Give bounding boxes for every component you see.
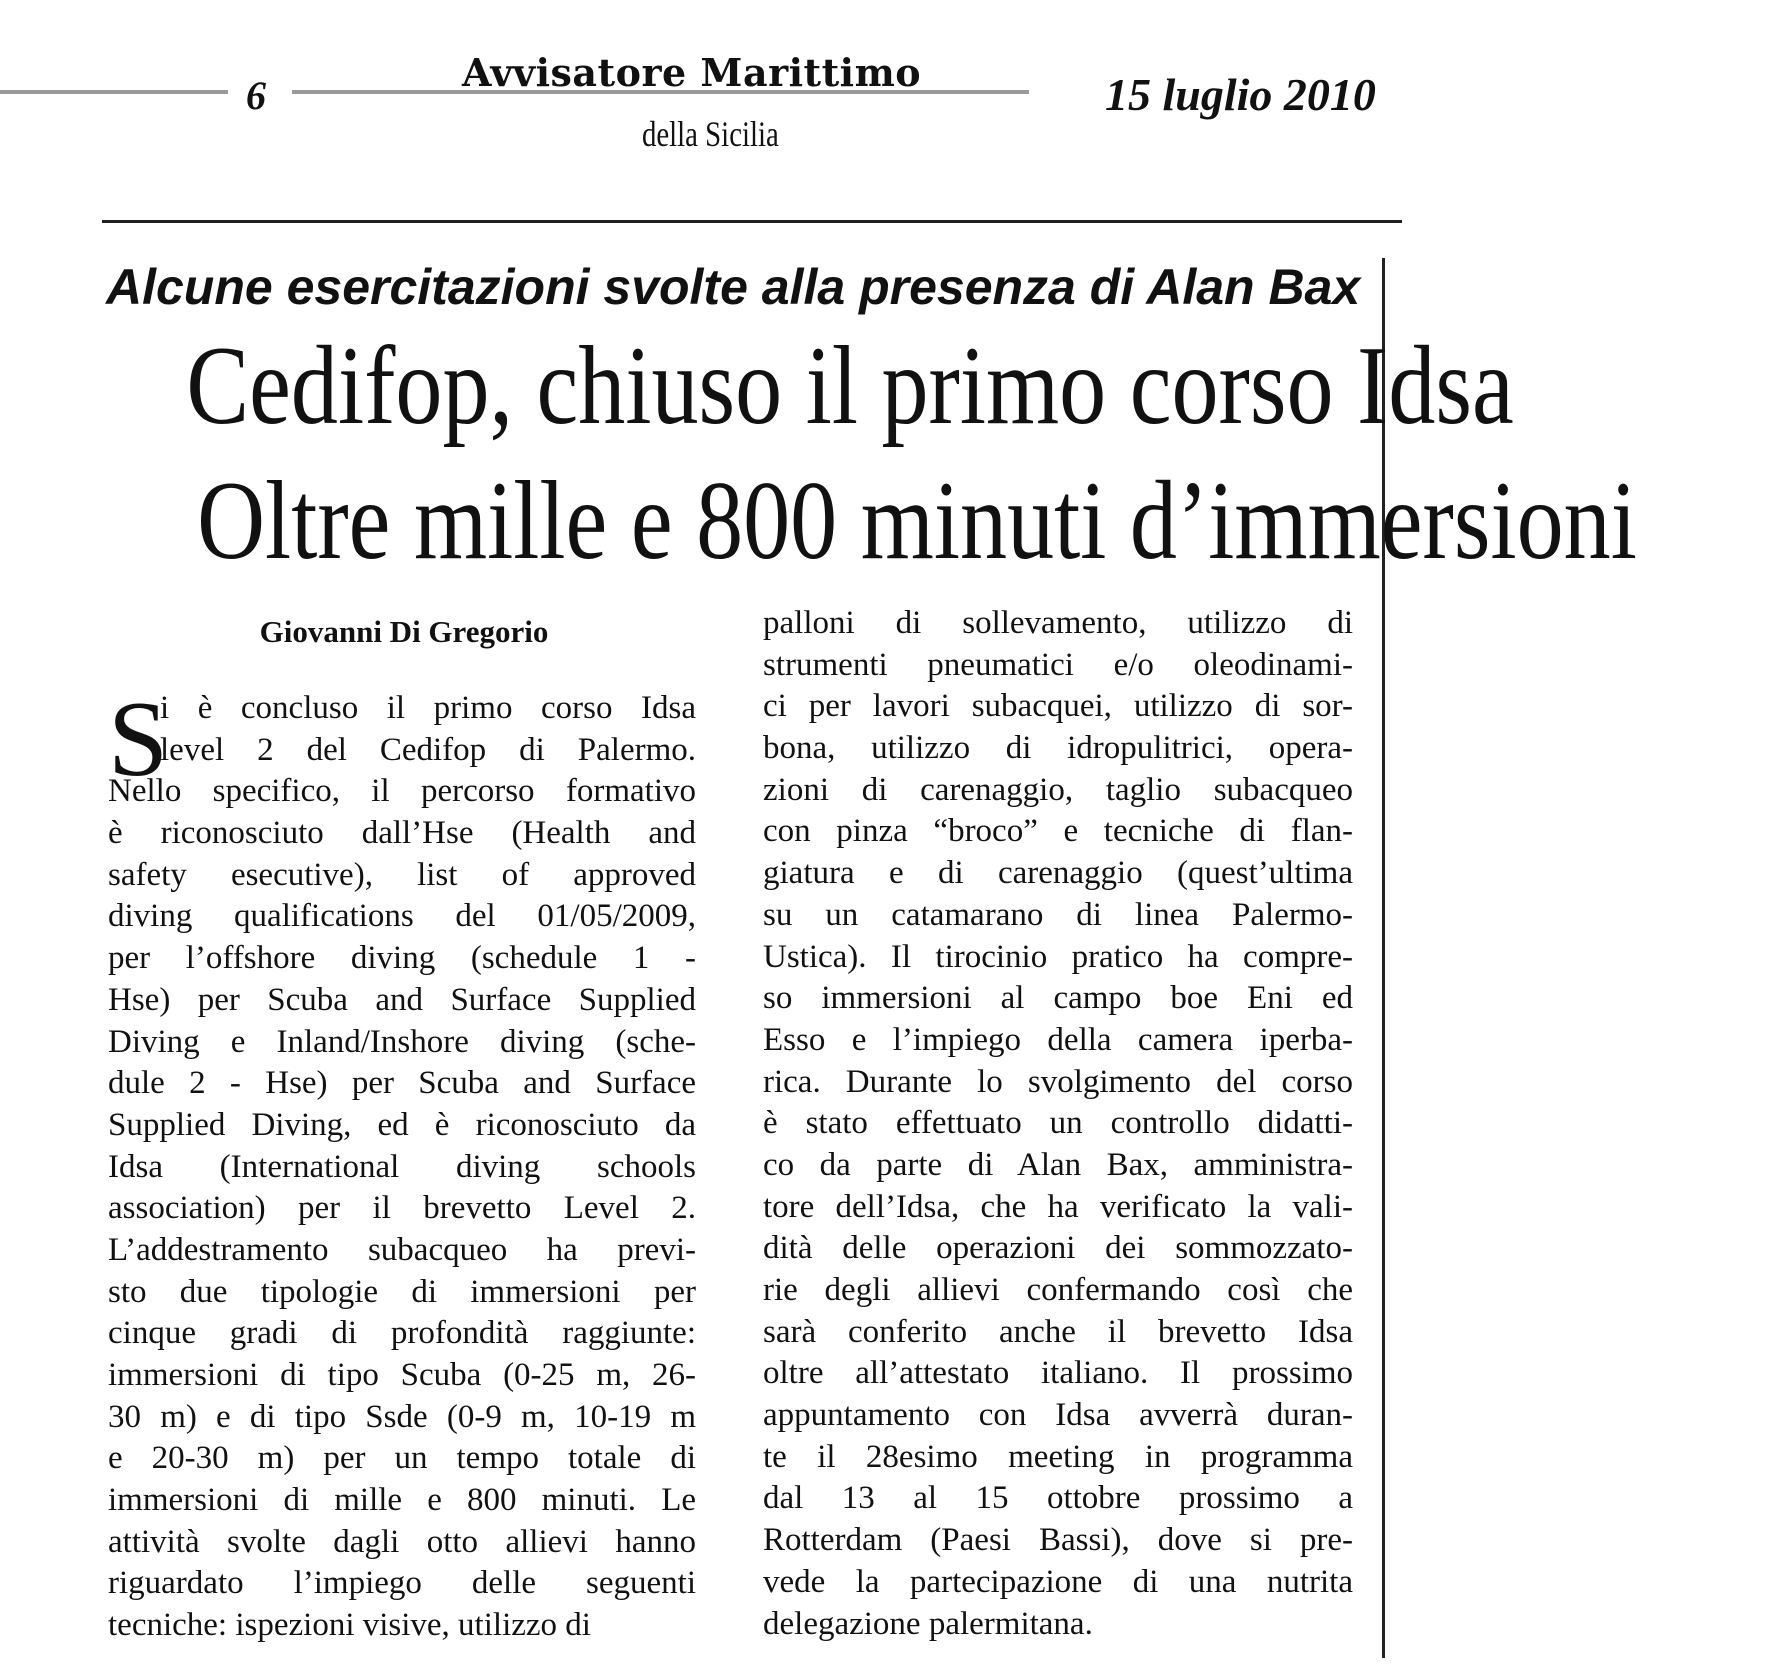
text-line: rie degli allievi confermando così che xyxy=(763,1272,1353,1308)
newspaper-title: Avvisatore Marittimo xyxy=(462,50,922,95)
headline-line-2 xyxy=(60,459,1637,583)
text-line: palloni di sollevamento, utilizzo di xyxy=(763,605,1353,641)
text-line: diving qualifications del 01/05/2009, xyxy=(108,898,696,935)
text-line: te il 28esimo meeting in programma xyxy=(763,1438,1353,1475)
text-line: strumenti pneumatici e/o oleodinami- xyxy=(763,646,1353,683)
text-line: cinque gradi di profondità raggiunte: xyxy=(108,1315,696,1352)
text-line: appuntamento con Idsa avverrà duran- xyxy=(763,1397,1353,1434)
text-line: Hse) per Scuba and Surface Supplied xyxy=(108,981,696,1018)
text-line: i è concluso il primo corso Idsa xyxy=(160,690,696,726)
text-line: Rotterdam (Paesi Bassi), dove si pre- xyxy=(763,1522,1353,1559)
text-line: 30 m) e di tipo Ssde (0-9 m, 10-19 m xyxy=(108,1398,696,1435)
text-line: immersioni di tipo Scuba (0-25 m, 26- xyxy=(108,1357,696,1393)
text-line: tecniche: ispezioni visive, utilizzo di xyxy=(108,1607,591,1644)
text-line: Supplied Diving, ed è riconosciuto da xyxy=(108,1106,696,1143)
text-line: association) per il brevetto Level 2. xyxy=(108,1190,696,1227)
text-line: sto due tipologie di immersioni per xyxy=(108,1273,696,1310)
text-line: dità delle operazioni dei sommozzato- xyxy=(763,1230,1353,1267)
text-line: sarà conferito anche il brevetto Idsa xyxy=(763,1313,1353,1350)
text-line: dal 13 al 15 ottobre prossimo a xyxy=(763,1480,1353,1517)
text-line: Ustica). Il tirocinio pratico ha compre- xyxy=(763,938,1353,975)
text-line: attività svolte dagli otto allievi hanno xyxy=(108,1523,696,1560)
masthead-rule-left xyxy=(0,90,228,94)
text-line: è riconosciuto dall’Hse (Health and xyxy=(108,815,696,852)
text-line: Idsa (International diving schools xyxy=(108,1148,696,1185)
text-line: Diving e Inland/Inshore diving (sche- xyxy=(108,1023,696,1060)
text-line: delegazione palermitana. xyxy=(763,1605,1093,1642)
text-line: immersioni di mille e 800 minuti. Le xyxy=(108,1482,696,1519)
byline: Giovanni Di Gregorio xyxy=(259,614,549,649)
text-line: ci per lavori subacquei, utilizzo di sor- xyxy=(763,688,1353,725)
text-line: per l’offshore diving (schedule 1 - xyxy=(108,940,696,977)
text-line: zioni di carenaggio, taglio subacqueo xyxy=(763,771,1353,808)
text-line: tore dell’Idsa, che ha verificato la vali- xyxy=(763,1188,1353,1225)
text-line: safety esecutive), list of approved xyxy=(108,856,696,893)
text-line: co da parte di Alan Bax, amministra- xyxy=(763,1146,1353,1183)
text-line: e 20-30 m) per un tempo totale di xyxy=(108,1440,696,1477)
article-column-right xyxy=(763,603,1353,1645)
text-line: bona, utilizzo di idropulitrici, opera- xyxy=(763,730,1353,767)
headline-line-1 xyxy=(60,324,1514,448)
article-kicker: Alcune esercitazioni svolte alla presenza di Alan Bax xyxy=(106,259,1361,315)
text-line: vede la partecipazione di una nutrita xyxy=(763,1563,1353,1600)
drop-cap: S xyxy=(108,680,169,799)
text-line: Nello specifico, il percorso formativo xyxy=(108,773,696,810)
text-line: L’addestramento subacqueo ha previ- xyxy=(108,1231,696,1268)
text-line: level 2 del Cedifop di Palermo. xyxy=(160,731,696,768)
text-line: Esso e l’impiego della camera iperba- xyxy=(763,1021,1353,1058)
text-line: su un catamarano di linea Palermo- xyxy=(763,896,1353,933)
headline-line-1-text: Cedifop, chiuso il primo corso Idsa xyxy=(186,324,1514,448)
newspaper-subtitle: della Sicilia xyxy=(642,114,779,154)
text-line: giatura e di carenaggio (quest’ultima xyxy=(763,855,1353,892)
article-column-left xyxy=(108,680,696,1647)
page-number: 6 xyxy=(246,73,266,118)
text-line: con pinza “broco” e tecniche di flan- xyxy=(763,813,1353,850)
text-line: rica. Durante lo svolgimento del corso xyxy=(763,1063,1353,1100)
text-line: è stato effettuato un controllo didatti- xyxy=(763,1105,1353,1142)
text-line: so immersioni al campo boe Eni ed xyxy=(763,980,1353,1017)
text-line: dule 2 - Hse) per Scuba and Surface xyxy=(108,1065,696,1102)
text-line: oltre all’attestato italiano. Il prossimo xyxy=(763,1355,1353,1392)
issue-date: 15 luglio 2010 xyxy=(1105,69,1376,120)
header-divider xyxy=(102,220,1402,223)
headline-line-2-text: Oltre mille e 800 minuti d’immersioni xyxy=(197,459,1637,583)
text-line: riguardato l’impiego delle seguenti xyxy=(108,1565,696,1602)
